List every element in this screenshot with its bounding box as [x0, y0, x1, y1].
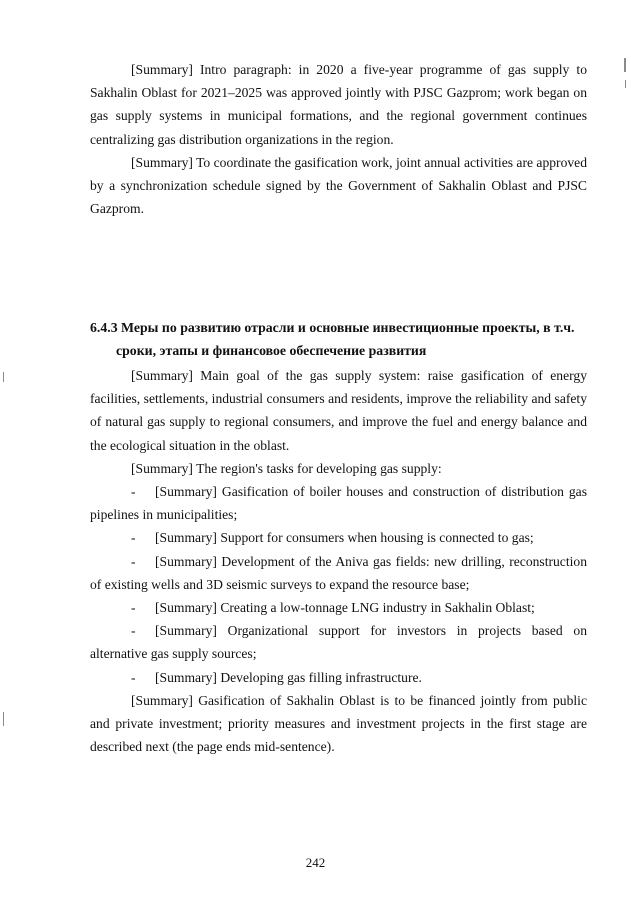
section-title-line-1: Меры по развитию отрасли и основные инвестиционные проекты, в т.ч.	[121, 320, 575, 335]
list-dash: -	[131, 600, 136, 616]
financing-paragraph: [Summary] Gasification of Sakhalin Oblast is to be financed jointly from public and private investment; priority measures and investment projects in the first stage are described next (the page ends mid-sentence).	[90, 692, 587, 755]
scan-edge-mark	[624, 58, 626, 72]
list-dash: -	[131, 553, 136, 569]
intro-block	[90, 58, 587, 220]
list-item-text: [Summary] Organizational support for investors in projects based on alternative gas supply sources;	[90, 623, 587, 662]
intro-paragraph-2: [Summary] To coordinate the gasification work, joint annual activities are approved by a synchronization schedule signed by the Government of Sakhalin Oblast and PJSC Gazprom.	[90, 154, 587, 217]
list-item	[90, 619, 587, 665]
tasks-intro: [Summary] The region's tasks for developing gas supply:	[131, 460, 442, 476]
list-item	[90, 526, 587, 549]
list-dash: -	[131, 530, 136, 546]
section-title-line-2: сроки, этапы и финансовое обеспечение развития	[116, 343, 427, 359]
scan-edge-mark	[3, 372, 4, 382]
list-item	[90, 596, 587, 619]
page-number: 242	[305, 855, 326, 870]
list-item	[90, 550, 587, 596]
list-item-text: [Summary] Creating a low-tonnage LNG industry in Sakhalin Oblast;	[155, 600, 535, 616]
list-item	[90, 480, 587, 526]
list-dash: -	[131, 623, 136, 639]
list-dash: -	[131, 669, 136, 685]
tasks-list	[90, 480, 587, 689]
scan-edge-mark	[625, 80, 626, 88]
list-item-text: [Summary] Gasification of boiler houses and construction of distribution gas pipelines in municipalities;	[90, 484, 587, 523]
list-item-text: [Summary] Development of the Aniva gas fields: new drilling, reconstruction of existing wells and 3D seismic surveys to expand the resource base;	[90, 553, 587, 592]
section-heading	[90, 316, 587, 362]
scan-edge-mark	[3, 712, 4, 726]
list-dash: -	[131, 484, 136, 500]
intro-paragraph-1: [Summary] Intro paragraph: in 2020 a five-year programme of gas supply to Sakhalin Oblast for 2021–2025 was approved jointly with PJSC Gazprom; work began on gas supply systems in municipal formations, and the regional government continues centralizing gas distribution organizations in the region.	[90, 62, 587, 147]
list-item	[90, 666, 587, 689]
goal-paragraph: [Summary] Main goal of the gas supply system: raise gasification of energy facilities, settlements, industrial consumers and residents, improve the reliability and safety of natural gas supply to regional consumers, and improve the fuel and energy balance and the ecological situation in the oblast.	[90, 368, 587, 453]
list-item-text: [Summary] Support for consumers when housing is connected to gas;	[155, 530, 534, 546]
section-number: 6.4.3	[90, 320, 118, 335]
body-block	[90, 364, 587, 758]
list-item-text: [Summary] Developing gas filling infrastructure.	[155, 669, 422, 685]
